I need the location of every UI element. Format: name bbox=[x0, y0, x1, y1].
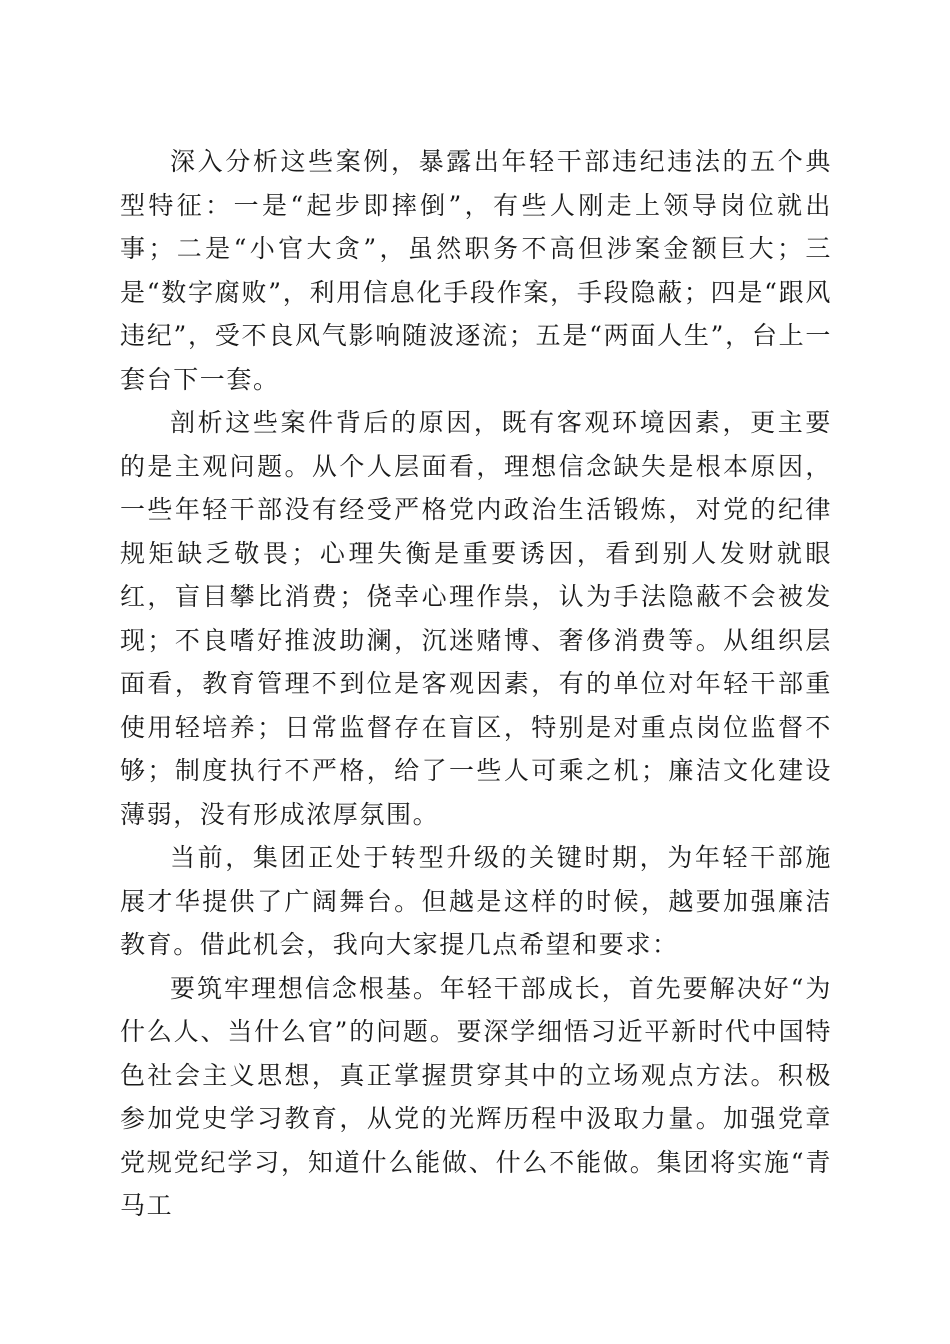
paragraph-cause-analysis: 剖析这些案件背后的原因，既有客观环境因素，更主要的是主观问题。从个人层面看，理想信念缺失是根本原因，一些年轻干部没有经受严格党内政治生活锻炼，对党的纪律规矩缺乏敬畏；心理失衡是重要诱因，看到别人发财就眼红，盲目攀比消费；侥幸心理作祟，认为手法隐蔽不会被发现；不良嗜好推波助澜，沉迷赌博、奢侈消费等。从组织层面看，教育管理不到位是客观因素，有的单位对年轻干部重使用轻培养；日常监督存在盲区，特别是对重点岗位监督不够；制度执行不严格，给了一些人可乘之机；廉洁文化建设薄弱，没有形成浓厚氛围。 bbox=[120, 408, 832, 829]
paragraph-case-analysis: 深入分析这些案例，暴露出年轻干部违纪违法的五个典型特征：一是“起步即摔倒”，有些人刚走上领导岗位就出事；二是“小官大贪”，虽然职务不高但涉案金额巨大；三是“数字腐败”，利用信息化手段作案，手段隐蔽；四是“跟风违纪”，受不良风气影响随波逐流；五是“两面人生”，台上一套台下一套。 bbox=[120, 147, 832, 394]
paragraph-ideals-requirement: 要筑牢理想信念根基。年轻干部成长，首先要解决好“为什么人、当什么官”的问题。要深学细悟习近平新时代中国特色社会主义思想，真正掌握贯穿其中的立场观点方法。积极参加党史学习教育，从党的光辉历程中汲取力量。加强党章党规党纪学习，知道什么能做、什么不能做。集团将实施“青马工 bbox=[120, 973, 832, 1220]
paragraph-current-situation: 当前，集团正处于转型升级的关键时期，为年轻干部施展才华提供了广阔舞台。但越是这样的时候，越要加强廉洁教育。借此机会，我向大家提几点希望和要求： bbox=[120, 843, 832, 959]
document-body bbox=[120, 140, 832, 1228]
